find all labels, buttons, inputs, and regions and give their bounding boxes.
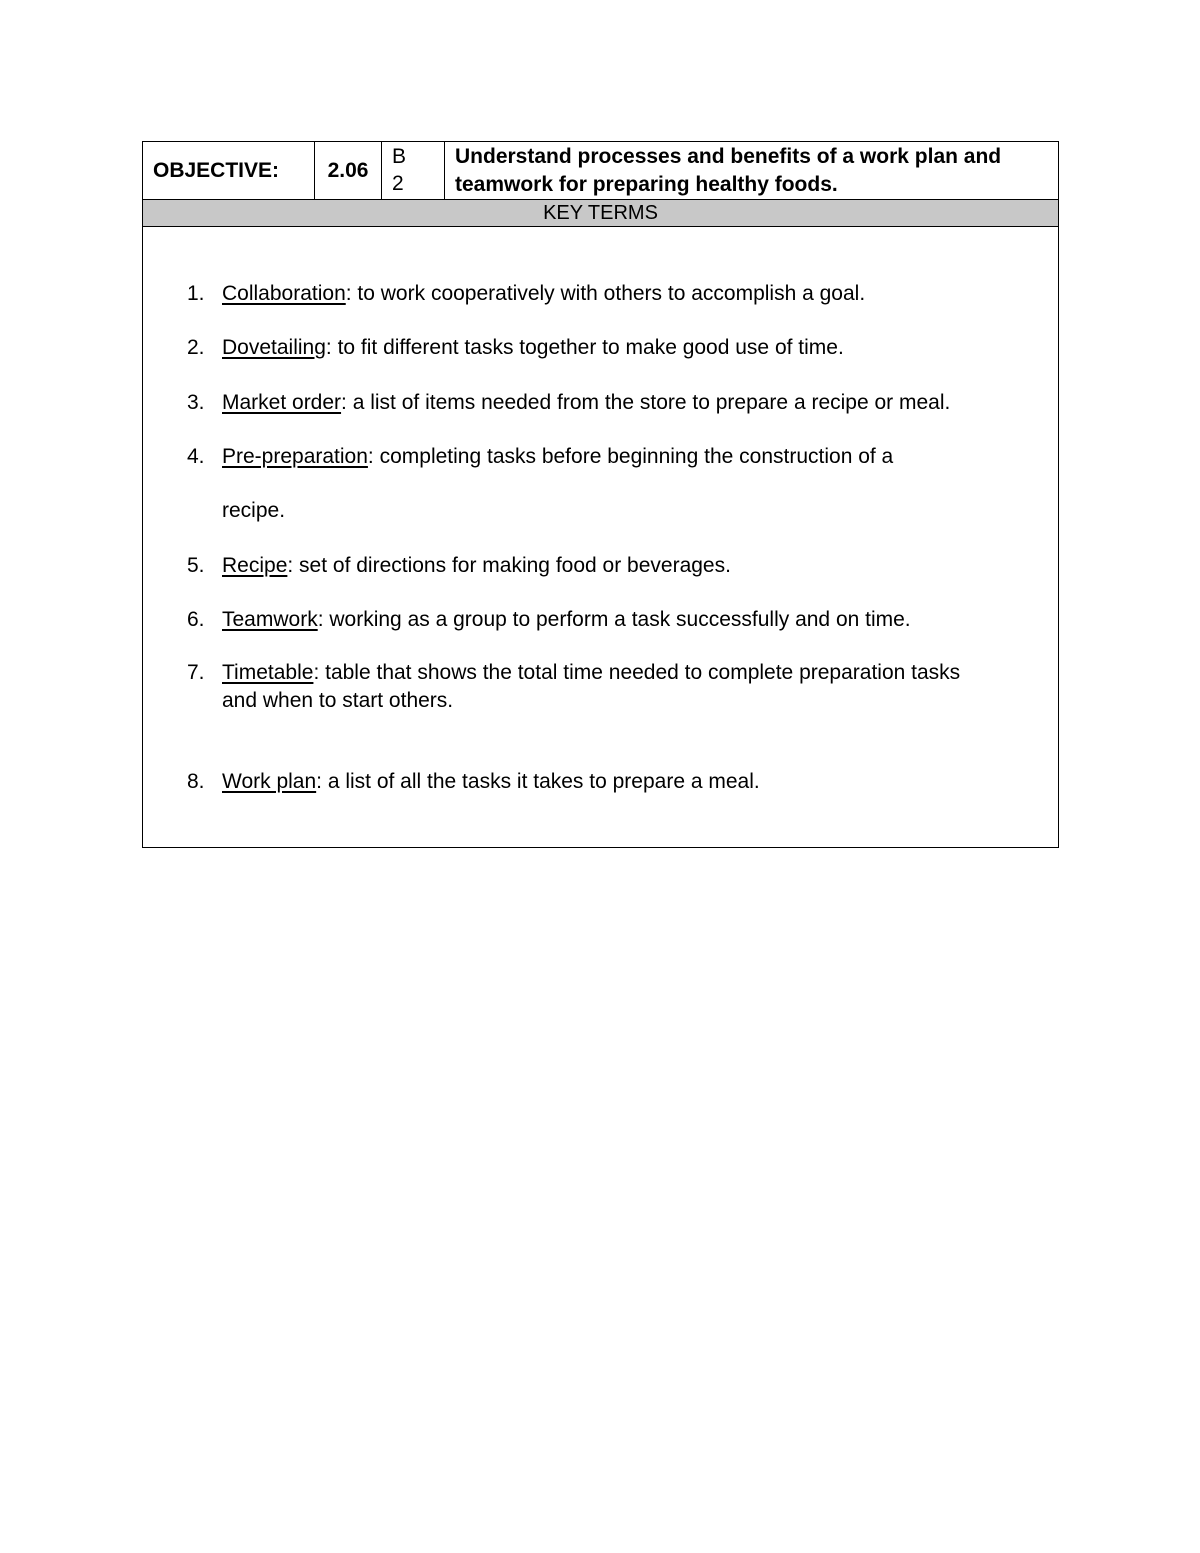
term-text — [222, 768, 1046, 796]
term-text — [222, 389, 1046, 417]
term-word: Teamwork — [222, 608, 318, 631]
term-definition: : working as a group to perform a task successfully and on time. — [317, 608, 911, 631]
term-definition: : set of directions for making food or beverages. — [287, 554, 731, 577]
key-terms-body-row — [143, 227, 1059, 848]
term-text — [222, 443, 1046, 471]
key-terms-heading: KEY TERMS — [143, 200, 1059, 227]
term-word: Collaboration — [222, 282, 346, 305]
term-number: 6. — [187, 608, 205, 631]
term-text — [222, 334, 1046, 362]
term-text — [222, 606, 1046, 634]
key-terms-body — [143, 227, 1059, 848]
term-text — [222, 280, 1046, 308]
term-continuation: recipe. — [222, 499, 286, 522]
objective-title: Understand processes and benefits of a work plan and teamwork for preparing healthy foods. — [445, 142, 1059, 200]
objective-code-line1: B — [392, 145, 407, 168]
term-text — [222, 659, 998, 715]
objective-number: 2.06 — [315, 142, 382, 200]
objective-code — [382, 142, 445, 200]
term-definition: : to work cooperatively with others to accomplish a goal. — [345, 282, 866, 305]
term-text — [222, 552, 1046, 580]
term-definition: : a list of all the tasks it takes to prepare a meal. — [316, 770, 760, 793]
objective-table — [142, 141, 1059, 848]
term-number: 7. — [187, 661, 205, 684]
term-word: Dovetailing — [222, 336, 326, 359]
term-number: 1. — [187, 282, 205, 305]
term-number: 2. — [187, 336, 205, 359]
term-definition: : completing tasks before beginning the construction of a — [367, 445, 894, 468]
objective-label: OBJECTIVE: — [143, 142, 315, 200]
key-terms-heading-row — [143, 200, 1059, 227]
term-definition: : to fit different tasks together to make good use of time. — [325, 336, 844, 359]
term-number: 4. — [187, 445, 205, 468]
term-definition: : a list of items needed from the store to prepare a recipe or meal. — [341, 391, 951, 414]
term-word: Recipe — [222, 554, 288, 577]
term-word: Market order — [222, 391, 342, 414]
term-number: 5. — [187, 554, 205, 577]
term-number: 8. — [187, 770, 205, 793]
objective-code-line2: 2 — [392, 172, 404, 195]
term-number: 3. — [187, 391, 205, 414]
term-word: Timetable — [222, 661, 314, 684]
objective-header-row — [143, 142, 1059, 200]
term-definition: : table that shows the total time needed to complete preparation tasks and when to start others. — [222, 661, 961, 712]
term-word: Pre-preparation — [222, 445, 368, 468]
term-word: Work plan — [222, 770, 317, 793]
